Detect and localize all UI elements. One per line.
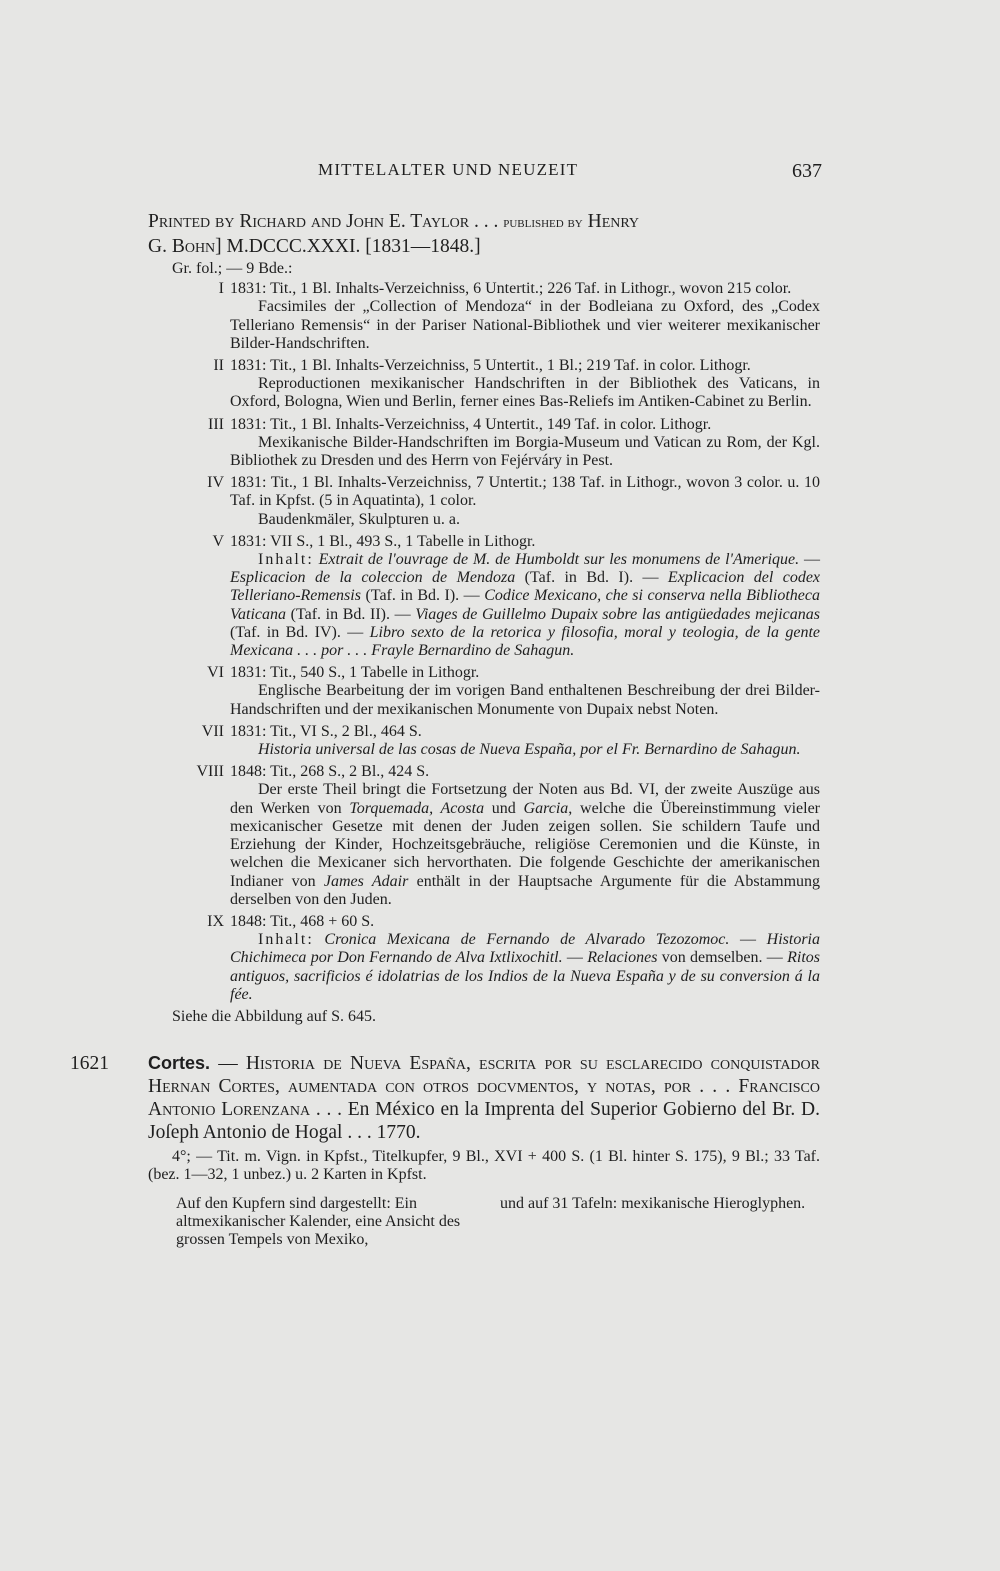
text-fragment: und (484, 799, 524, 817)
intro-line-2: G. Bohn] M.DCCC.XXXI. [1831—1848.] (148, 236, 481, 257)
text-fragment: — (729, 931, 767, 949)
catalog-entry-1621 (70, 1052, 820, 1249)
italic-title-fragment: Cronica Mexicana de Fernando de Alvarado Tezozomoc. (324, 931, 730, 949)
volume-description-text: Mexikanische Bilder-Handschriften im Borgia-Museum und Vatican zu Rom, der Kgl. Bibliothek zu Dresden und des Herrn von Fejérváry in Pest. (230, 433, 820, 470)
volume-entry (148, 533, 820, 551)
volume-number: III (208, 415, 224, 433)
volume-collation: 1831: Tit., 1 Bl. Inhalts-Verzeichniss, 7 Untertit.; 138 Taf. in Lithogr., wovon 3 color. u. 10 Taf. in Kpfst. (5 in Aquatinta), 1 color. (230, 474, 820, 510)
italic-title-fragment: Viages de Guillelmo Dupaix sobre las antigüedades mejicanas (415, 605, 821, 623)
text-fragment: enthält in der Hauptsache Argumente für die Abstammung derselben von den Juden. (230, 872, 821, 908)
volume-entry (148, 474, 820, 510)
text-fragment: (Taf. in Bd. I). — (515, 569, 668, 587)
entry-imprint: En México en la Imprenta del Superior Gobierno del Br. D. Joſeph Antonio de Hogal . . . 1770. (148, 1099, 820, 1144)
volume-entry (148, 913, 820, 931)
volume-entry (148, 357, 820, 375)
entry-note-left: Auf den Kupfern sind dargestellt: Ein altmexikanischer Kalender, eine Ansicht des grossen Tempels von Mexiko, (176, 1194, 461, 1248)
italic-title-fragment: Torquemada, Acosta (349, 799, 485, 817)
volume-number: VII (201, 722, 224, 740)
volume-description (148, 298, 820, 353)
volume-number: VIII (196, 763, 224, 781)
volume-description (148, 741, 820, 759)
text-fragment: — (799, 551, 821, 569)
italic-title-fragment: Garcia (523, 799, 569, 817)
text-fragment: von demselben. — (657, 949, 788, 967)
contents-label: Inhalt: (258, 931, 314, 949)
text-fragment: (Taf. in Bd. IV). — (230, 623, 370, 641)
italic-title-fragment: Esplicacion de la coleccion de Mendoza (230, 569, 516, 587)
imprint-publisher: Henry (582, 211, 640, 232)
volume-description (148, 511, 820, 529)
volume-description (148, 781, 820, 908)
volume-collation: 1831: Tit., 1 Bl. Inhalts-Verzeichniss, 5 Untertit., 1 Bl.; 219 Taf. in color. Lithogr. (230, 357, 751, 375)
page-number: 637 (792, 160, 822, 182)
volume-number: IV (207, 474, 224, 492)
contents-label: Inhalt: (258, 551, 314, 569)
text-fragment: — (562, 949, 588, 967)
italic-title-fragment: Ritos antiguos, sacrificios é idolatrias de los Indios de la Nueva España y de su conversion á la fée. (230, 949, 820, 1003)
page-body (70, 210, 821, 1249)
see-also-note: Siehe die Abbildung auf S. 645. (172, 1007, 376, 1025)
volume-description-text: Englische Bearbeitung der im vorigen Band enthaltenen Beschreibung der drei Bilder-Handschriften und der mexikanischen Monumente von Dupaix nebst Noten. (230, 682, 820, 718)
entry-author: Cortes. (148, 1053, 211, 1074)
italic-title-fragment: Extrait de l'ouvrage de M. de Humboldt sur les monumens de l'Amerique. (318, 551, 800, 569)
text-fragment: , welche die Übereinstimmung vieler mexicanischer Gesetze mit denen der Juden zeigen sollen. Sie schildern Taufe und Erziehung der Kinder, Hochzeitsgebräuche, religiöse Ceremonien und die Künste, in welchen die Mexicaner sich hervorthaten. Die folgende Geschichte der amerikanischen Indianer von (230, 799, 821, 890)
volume-description (148, 375, 820, 411)
italic-title-fragment: Historia Chichimeca por Don Fernando de Alva Ixtlixochitl. (230, 931, 820, 967)
italic-title-fragment: Libro sexto de la retorica y filosofia, moral y teologia, de la gente Mexicana . . . por . . . Frayle Bernardino de Sahagun. (230, 623, 820, 660)
volume-contents (148, 551, 820, 660)
volume-collation: 1831: Tit., 540 S., 1 Tabelle in Lithogr. (230, 664, 480, 682)
running-title: MITTELALTER UND NEUZEIT (318, 160, 579, 179)
entry-title-text: — Historia de Nueva España, escrita por su esclarecido conquistador Hernan Cortes, aumentada con otros docvmentos, y notas, por . . . Francisco Antonio Lorenzana . . . (148, 1053, 820, 1121)
volume-entry (148, 416, 820, 434)
volume-entry (148, 723, 820, 741)
intro-line-1 (148, 210, 820, 235)
volume-entry (148, 763, 820, 781)
volume-description (148, 434, 820, 470)
entry-title (148, 1052, 820, 1144)
italic-title-fragment: Explicacion del codex Telleriano-Remensis (230, 569, 821, 605)
entry-number: 1621 (70, 1053, 109, 1075)
volume-number: V (212, 532, 224, 550)
text-fragment: (Taf. in Bd. II). — (286, 605, 416, 623)
volume-number: I (218, 280, 224, 298)
volume-collation: 1831: Tit., 1 Bl. Inhalts-Verzeichniss, 4 Untertit., 149 Taf. in color. Lithogr. (230, 415, 712, 433)
format-line: Gr. fol.; — 9 Bde.: (172, 260, 293, 277)
entry-collation: 4°; — Tit. m. Vign. in Kpfst., Titelkupfer, 9 Bl., XVI + 400 S. (1 Bl. hinter S. 175), 9 Bl.; 33 Taf. (bez. 1—32, 1 unbez.) u. 2 Karten in Kpfst. (148, 1148, 820, 1184)
volume-contents-text (230, 931, 820, 1004)
volume-entry (148, 664, 820, 682)
page-header (0, 160, 1000, 184)
volume-collation: 1831: VII S., 1 Bl., 493 S., 1 Tabelle in Lithogr. (230, 532, 536, 550)
volume-collation: 1831: Tit., VI S., 2 Bl., 464 S. (230, 722, 422, 740)
volume-number: IX (207, 912, 224, 930)
volume-entry (148, 280, 820, 298)
imprint-published-by: published by (503, 215, 583, 231)
volume-description-text (230, 781, 820, 908)
imprint-printer: Printed by Richard and John E. Taylor . . . (148, 211, 504, 232)
volume-contents-text (230, 551, 820, 660)
volume-description-text: Historia universal de las cosas de Nueva España, por el Fr. Bernardino de Sahagun. (258, 741, 801, 759)
volume-contents (148, 931, 820, 1004)
volume-number: VI (207, 664, 224, 682)
italic-title-fragment: Codice Mexicano, che si conserva nella Bibliotheca Vaticana (230, 587, 821, 623)
volume-description-text: Reproductionen mexikanischer Handschriften in der Bibliothek des Vaticans, in Oxford, Bologna, Wien und Berlin, ferner eines Bas-Reliefs im Antiken-Cabinet zu Berlin. (230, 375, 820, 411)
volume-description-text: Facsimiles der „Collection of Mendoza“ in der Bodleiana zu Oxford, des „Codex Telleriano Remensis“ in der Pariser National-Bibliothek und vier weiterer mexikanischer Bilder-Handschriften. (230, 298, 820, 352)
volume-collation: 1848: Tit., 268 S., 2 Bl., 424 S. (230, 763, 430, 781)
volume-description-text: Baudenkmäler, Skulpturen u. a. (258, 510, 460, 528)
volume-description (148, 682, 820, 718)
volume-number: II (213, 357, 224, 375)
text-fragment: Der erste Theil bringt die Fortsetzung der Noten aus Bd. VI, der zweite Auszüge aus den Werken von (230, 781, 820, 817)
entry-note-right: und auf 31 Tafeln: mexikanische Hieroglyphen. (500, 1194, 806, 1212)
volume-collation: 1848: Tit., 468 + 60 S. (230, 912, 375, 930)
volume-collation: 1831: Tit., 1 Bl. Inhalts-Verzeichniss, 6 Untertit.; 226 Taf. in Lithogr., wovon 215 color. (230, 280, 792, 298)
entry-notes (148, 1195, 820, 1250)
text-fragment: (Taf. in Bd. I). — (360, 587, 485, 605)
italic-title-fragment: James Adair (323, 872, 409, 890)
italic-title-fragment: Relaciones (587, 949, 658, 967)
